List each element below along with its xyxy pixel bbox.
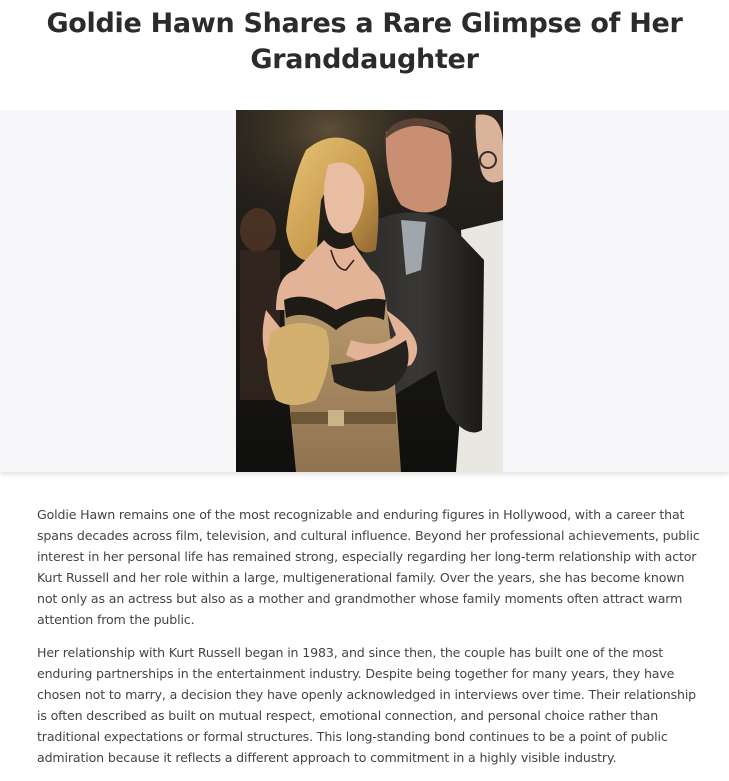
hero-image-banner [0, 110, 729, 472]
article-paragraph-2: Her relationship with Kurt Russell began in 1983, and since then, the couple has built one of the most enduring partnerships in the entertainment industry. Despite being together for many years, they have chosen not to marry, a decision they have openly acknowledged in interviews over time. Their relationship is often described as built on mutual respect, emotional connection, and personal choice rather than traditional expectations or formal structures. This long-standing bond continues to be a point of public admiration because it reflects a different approach to commitment in a highly visible industry. [37, 645, 697, 765]
article-title: Goldie Hawn Shares a Rare Glimpse of Her Granddaughter [46, 8, 683, 75]
article-body [37, 504, 703, 780]
article-paragraph-1: Goldie Hawn remains one of the most recognizable and enduring figures in Hollywood, with a career that spans decades across film, television, and cultural influence. Beyond her professional achievements, public interest in her personal life has remained strong, especially regarding her long-term relationship with actor Kurt Russell and her role within a large, multigenerational family. Over the years, she has become known not only as an actress but also as a mother and grandmother whose family moments often attract warm attention from the public. [37, 507, 700, 627]
hero-photo [236, 110, 503, 472]
